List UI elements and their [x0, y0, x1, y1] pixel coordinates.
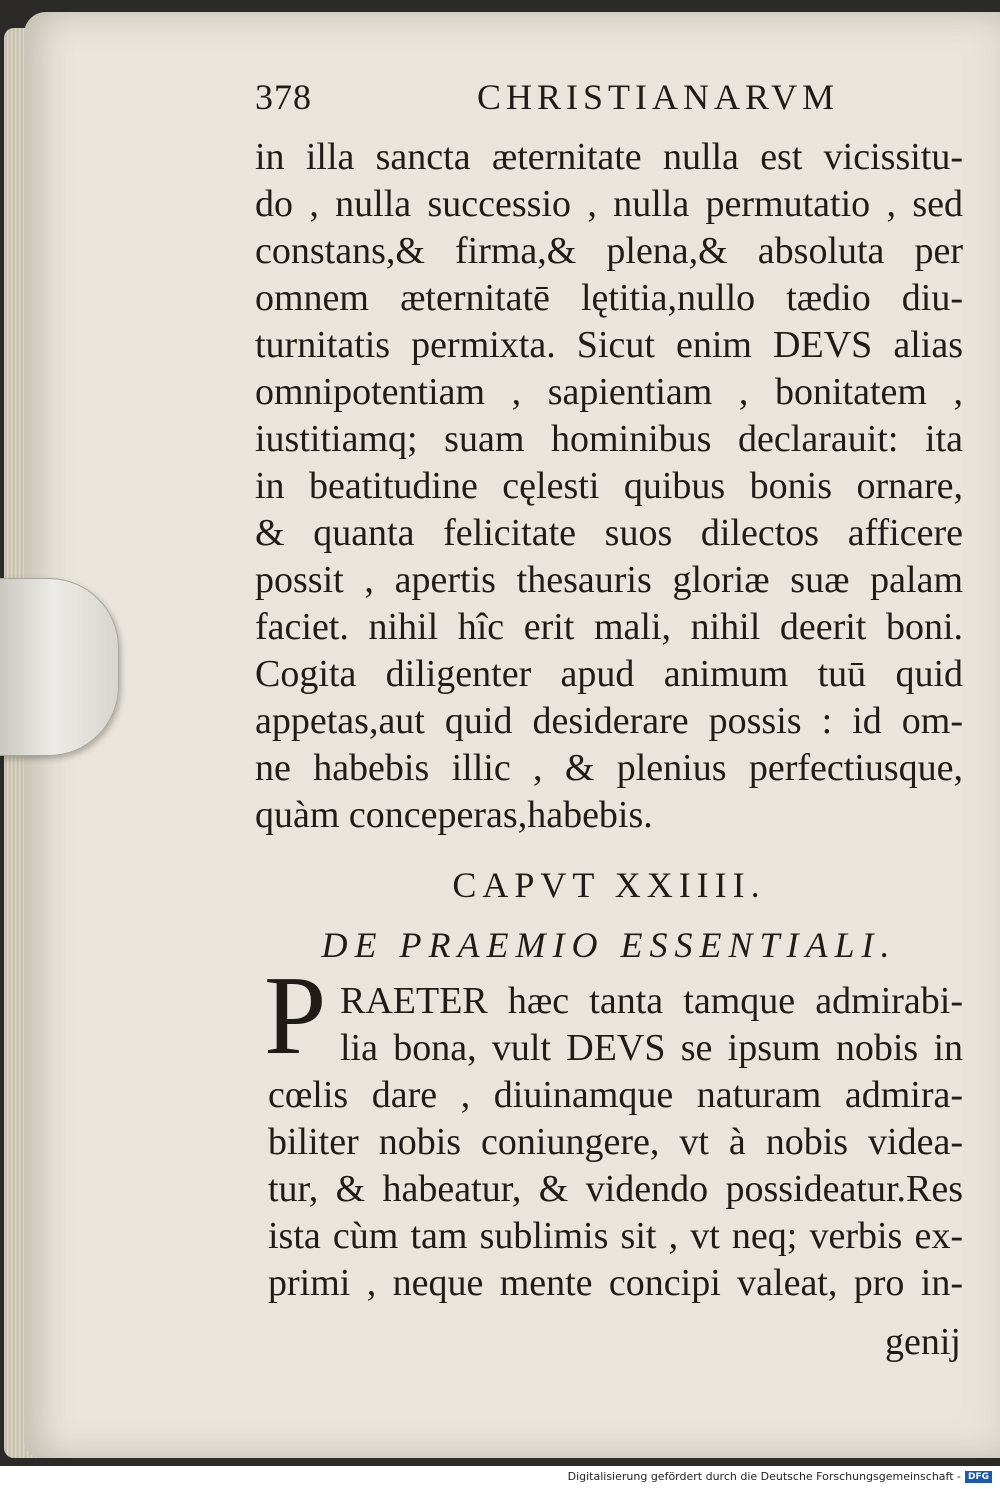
page-clip [0, 578, 119, 756]
text-line: in illa sancta æternitate nulla est vicissitu- [255, 136, 963, 178]
text-line: quàm conceperas,habebis. [255, 794, 653, 836]
text-line: omnipotentiam , sapientiam , bonitatem , [255, 371, 963, 413]
running-title: CHRISTIANARVM [477, 77, 840, 117]
text-line: appetas,aut quid desiderare possis : id om- [255, 700, 963, 742]
text-line: cœlis dare , diuinamque naturam admira- [268, 1074, 963, 1116]
text-line: ne habebis illic , & plenius perfectiusque, [255, 747, 963, 789]
dfg-logo: DFG [965, 1471, 992, 1483]
catchword: genij [885, 1321, 961, 1363]
text-line: constans,& firma,& plena,& absoluta per [255, 230, 963, 272]
text-line: Cogita diligenter apud animum tuū quid [255, 653, 963, 695]
text-line: possit , apertis thesauris gloriæ suæ palam [255, 559, 963, 601]
digitization-credit [568, 1470, 992, 1483]
chapter-title: DE PRAEMIO ESSENTIALI. [321, 925, 897, 965]
text-line: faciet. nihil hîc erit mali, nihil deerit boni. [255, 606, 963, 648]
text-line: lia bona, vult DEVS se ipsum nobis in [340, 1027, 963, 1069]
text-line: RAETER hæc tanta tamque admirabi- [340, 980, 963, 1022]
text-line: do , nulla successio , nulla permutatio , sed [255, 183, 963, 225]
text-line: primi , neque mente concipi valeat, pro in- [268, 1262, 963, 1304]
text-line: omnem æternitatē lętitia,nullo tædio diu- [255, 277, 963, 319]
text-line: iustitiamq; suam hominibus declarauit: ita [255, 418, 963, 460]
text-line: in beatitudine cęlesti quibus bonis ornare, [255, 465, 963, 507]
text-line: turnitatis permixta. Sicut enim DEVS alias [255, 324, 963, 366]
text-line: biliter nobis coniungere, vt à nobis videa- [268, 1121, 963, 1163]
text-line: tur, & habeatur, & videndo possideatur.Res [268, 1168, 963, 1210]
chapter-heading: CAPVT XXIIII. [452, 865, 766, 905]
credit-text: Digitalisierung gefördert durch die Deutsche Forschungsgemeinschaft - [567, 1470, 961, 1483]
drop-cap: P [264, 954, 327, 1078]
text-line: & quanta felicitate suos dilectos afficere [255, 512, 963, 554]
page-number: 378 [255, 77, 312, 117]
text-line: ista cùm tam sublimis sit , vt neq; verbis ex- [268, 1215, 963, 1257]
